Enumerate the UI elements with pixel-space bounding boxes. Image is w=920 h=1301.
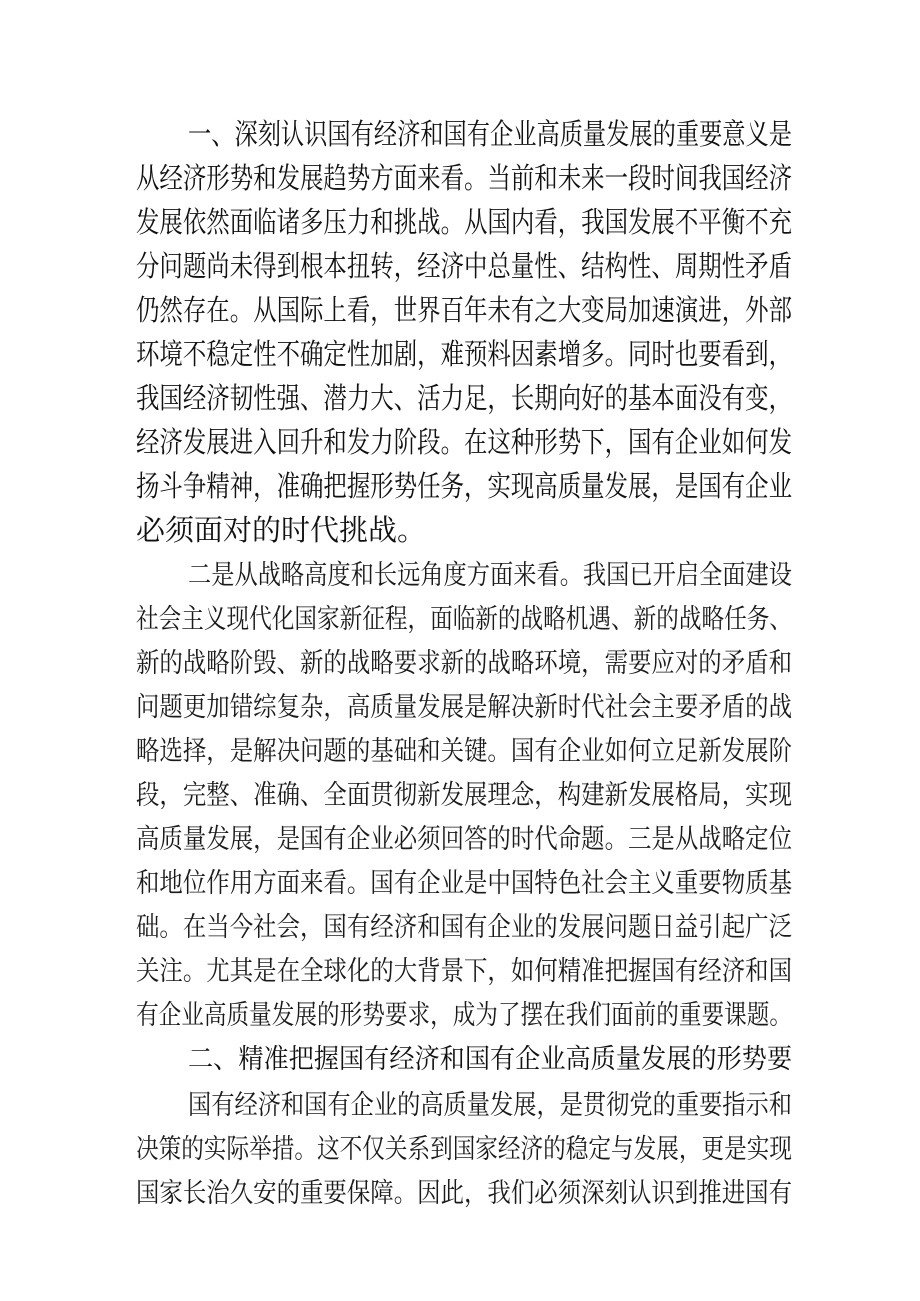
section2-line-9: 础。在当今社会，国有经济和国有企业的发展问题日益引起广泛 <box>136 912 792 943</box>
section2-line-10: 关注。尤其是在全球化的大背景下，如何精准把握国有经济和国 <box>136 956 792 987</box>
section2-line-3: 新的战略阶毁、新的战略要求新的战略环境，需要应对的矛盾和 <box>136 648 792 679</box>
section1-line-5: 仍然存在。从国际上看，世界百年未有之大变局加速演进，外部 <box>136 293 793 327</box>
section2-line-1: 二是从战略高度和长远角度方面来看。我国已开启全面建设 <box>188 560 792 591</box>
section-heading-2: 二、精准把握国有经济和国有企业高质量发展的形势要 <box>188 1044 792 1075</box>
section2-line-8: 和地位作用方面来看。国有企业是中国特色社会主义重要物质基 <box>136 868 792 899</box>
section2-line-4: 问题更加错综复杂，高质量发展是解决新时代社会主要矛盾的战 <box>136 692 792 723</box>
section2-line-6: 段，完整、准确、全面贯彻新发展理念，构建新发展格局，实现 <box>136 780 792 811</box>
section3-line-3: 国家长治久安的重要保障。因此，我们必须深刻认识到推进国有 <box>136 1178 792 1209</box>
section1-line-10: 必须面对的时代挑战。 <box>136 513 427 547</box>
section3-line-1: 国有经济和国有企业的高质量发展，是贯彻党的重要指示和 <box>188 1090 792 1121</box>
section2-line-11: 有企业高质量发展的形势要求，成为了摆在我们面前的重要课题。 <box>136 1000 792 1031</box>
section1-line-3: 发展依然面临诸多压力和挑战。从国内看，我国发展不平衡不充 <box>136 205 793 239</box>
section2-line-2: 社会主义现代化国家新征程，面临新的战略机遇、新的战略任务、 <box>136 604 792 635</box>
section1-line-9: 扬斗争精神，准确把握形势任务，实现高质量发展，是国有企业 <box>136 469 793 503</box>
section1-line-2: 从经济形势和发展趋势方面来看。当前和未来一段时间我国经济 <box>136 161 793 195</box>
section1-line-4: 分问题尚未得到根本扭转，经济中总量性、结构性、周期性矛盾 <box>136 249 793 283</box>
section2-line-5: 略选择，是解决问题的基础和关键。国有企业如何立足新发展阶 <box>136 736 792 767</box>
section1-line-7: 我国经济韧性强、潜力大、活力足，长期向好的基本面没有变， <box>136 381 793 415</box>
section1-line-1: 一、深刻认识国有经济和国有企业高质量发展的重要意义是 <box>188 117 793 151</box>
section1-line-6: 环境不稳定性不确定性加剧，难预料因素增多。同时也要看到， <box>136 337 793 371</box>
section1-line-8: 经济发展进入回升和发力阶段。在这种形势下，国有企业如何发 <box>136 425 793 459</box>
section2-line-7: 高质量发展，是国有企业必须回答的时代命题。三是从战略定位 <box>136 824 792 855</box>
section3-line-2: 决策的实际举措。这不仅关系到国家经济的稳定与发展，更是实现 <box>136 1134 792 1165</box>
